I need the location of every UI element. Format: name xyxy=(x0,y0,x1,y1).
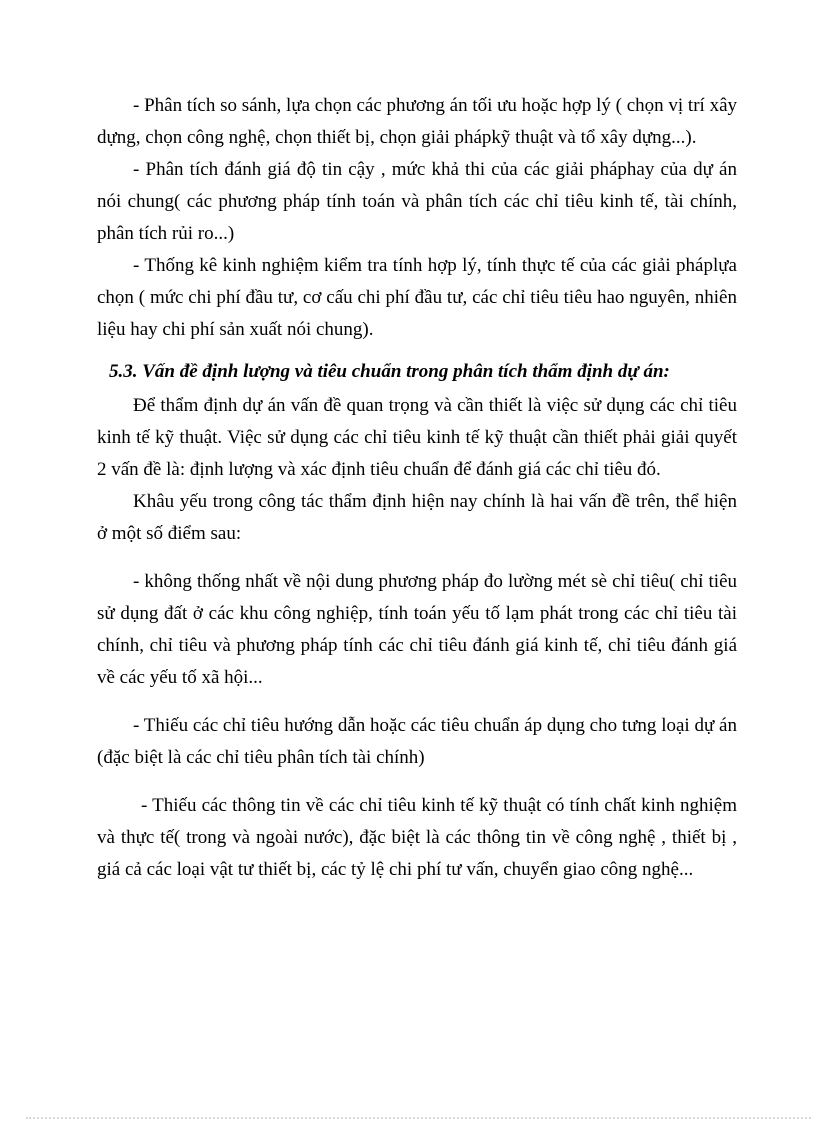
section-heading-5-3: 5.3. Vấn đề định lượng và tiêu chuẩn trong phân tích thẩm định dự án: xyxy=(109,361,670,382)
bullet-thieu-thong-tin: - Thiếu các thông tin về các chỉ tiêu kinh tế kỹ thuật có tính chất kinh nghiệm và thực tế( trong và ngoài nước), đặc biệt là các thông tin về công nghệ , thiết bị , giá cả các loại vật tư thiết bị, các tỷ lệ chi phí tư vấn, chuyển giao công nghệ... xyxy=(97,795,737,880)
paragraph-thong-ke-kinh-nghiem: - Thống kê kinh nghiệm kiểm tra tính hợp lý, tính thực tế của các giải pháplựa chọn ( mức chi phí đầu tư, cơ cấu chi phí đầu tư, các chỉ tiêu tiêu hao nguyên, nhiên liệu hay chi phí sản xuất nói chung). xyxy=(97,255,737,340)
bullet-thieu-chi-tieu-huong-dan: - Thiếu các chỉ tiêu hướng dẫn hoặc các tiêu chuẩn áp dụng cho tưng loại dự án (đặc biệt là các chỉ tiêu phân tích tài chính) xyxy=(97,715,737,768)
paragraph-phan-tich-so-sanh: - Phân tích so sánh, lựa chọn các phương án tối ưu hoặc hợp lý ( chọn vị trí xây dựng, chọn công nghệ, chọn thiết bị, chọn giải phápkỹ thuật và tổ xây dựng...). xyxy=(97,95,737,148)
bullet-khong-thong-nhat: - không thống nhất về nội dung phương pháp đo lường mét sè chỉ tiêu( chỉ tiêu sử dụng đất ở các khu công nghiệp, tính toán yếu tố lạm phát trong các chỉ tiêu tài chính, chỉ tiêu và phương pháp tính các chỉ tiêu đánh giá kinh tế, chỉ tiêu đánh giá về các yếu tố xã hội... xyxy=(97,571,737,688)
paragraph-de-tham-dinh: Để thẩm định dự án vấn đề quan trọng và cần thiết là việc sử dụng các chỉ tiêu kinh tế kỹ thuật. Việc sử dụng các chỉ tiêu kinh tế kỹ thuật cần thiết phải giải quyết 2 vấn đề là: định lượng và xác định tiêu chuẩn để đánh giá các chỉ tiêu đó. xyxy=(97,395,737,480)
paragraph-phan-tich-danh-gia: - Phân tích đánh giá độ tin cậy , mức khả thi của các giải pháphay của dự án nói chung( các phương pháp tính toán và phân tích các chỉ tiêu kinh tế, tài chính, phân tích rủi ro...) xyxy=(97,159,737,244)
paragraph-khau-yeu: Khâu yếu trong công tác thẩm định hiện nay chính là hai vấn đề trên, thể hiện ở một số điểm sau: xyxy=(97,491,737,544)
page-footer-divider xyxy=(26,1117,811,1119)
document-body xyxy=(97,90,737,886)
